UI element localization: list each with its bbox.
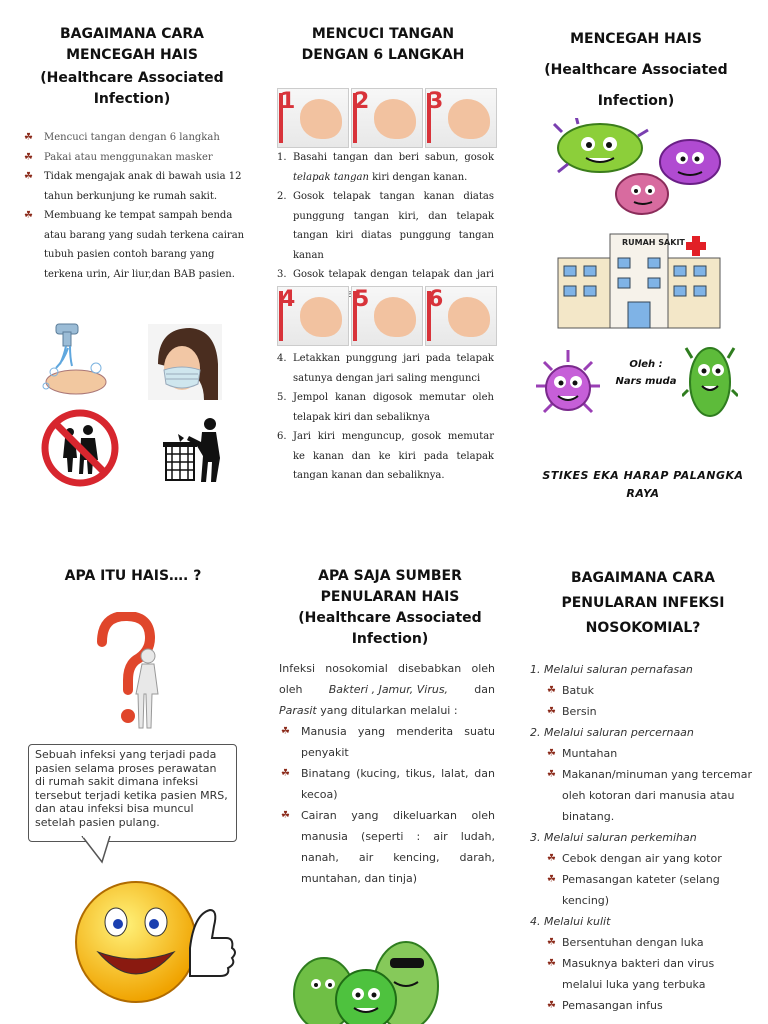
panel6-title-line3: NOSOKOMIAL? — [585, 620, 701, 636]
list-item: ☘ Cairan yang dikeluarkan oleh manusia (seperti : air ludah, nanah, air kencing, darah, muntahan, dan tinja) — [279, 805, 495, 889]
list-item: ☘ Mencuci tangan dengan 6 langkah — [22, 128, 250, 148]
author-name: Nars muda — [615, 376, 677, 387]
green-germ-icon — [682, 340, 738, 426]
panel3-title-line3: Infection) — [597, 93, 675, 109]
hand-step-image — [351, 88, 423, 148]
institution-line2: RAYA — [626, 487, 660, 500]
transmission-heading-1: 1. Melalui saluran pernafasan — [530, 663, 693, 676]
definition-speech-bubble: Sebuah infeksi yang terjadi pada pasien selama proses perawatan di rumah sakit dimana infeksi tersebut terjadi ketika pasien MRS, dan atau infeksi bisa muncul setelah pasien pulang. — [28, 744, 237, 842]
masked-woman-photo — [148, 324, 222, 400]
step-number: 6 — [428, 287, 444, 312]
panel4-title: APA ITU HAIS…. ? — [64, 568, 202, 584]
bacteria-group-illustration — [290, 928, 440, 1024]
list-item: ☘ Bersin — [530, 701, 754, 722]
panel6-title — [530, 566, 756, 641]
step1-text-a: Basahi tangan dan beri sabun, gosok — [293, 152, 494, 163]
list-item: Jari kiri menguncup, gosok memutar ke kanan dan ke kiri pada telapak tangan kanan dan sebaliknya. — [293, 431, 494, 481]
panel5-title-line4: Infection) — [351, 631, 429, 647]
step-number: 2 — [354, 89, 370, 114]
list-item: ☘ Makanan/minuman yang tercemar oleh kotoran dari manusia atau binatang. — [530, 764, 754, 827]
no-children-sign-icon — [40, 408, 120, 488]
panel5-title-line2: PENULARAN HAIS — [320, 589, 460, 605]
list-item: ☘ Bersentuhan dengan luka — [530, 932, 754, 953]
question-figure-illustration — [92, 612, 168, 732]
hand-step-image — [351, 286, 423, 346]
intro-parasit: Parasit — [279, 704, 317, 717]
panel2-title-line1: MENCUCI TANGAN — [311, 26, 455, 42]
list-item: ☘ Tidak mengajak anak di bawah usia 12 tahun berkunjung ke rumah sakit. — [22, 167, 250, 206]
hand-step-image — [425, 286, 497, 346]
intro-dan: dan — [474, 683, 495, 696]
panel1-title-line3: (Healthcare Associated — [40, 70, 224, 86]
panel2-title-line2: DENGAN 6 LANGKAH — [301, 47, 465, 63]
panel5-intro — [279, 658, 495, 721]
list-item — [277, 148, 494, 187]
hospital-illustration — [556, 230, 722, 330]
panel3-title-line1: MENCEGAH HAIS — [570, 31, 702, 47]
panel5-title — [276, 566, 504, 650]
intro-line3 — [279, 700, 495, 721]
handwash-illustration — [36, 322, 114, 402]
intro-oleh: oleh — [279, 683, 303, 696]
germs-illustration — [548, 118, 724, 218]
step-number: 1 — [280, 89, 296, 114]
author-label: Oleh : — [629, 359, 663, 370]
intro-agents: Bakteri , Jamur, Virus, — [328, 683, 449, 696]
panel3-title — [518, 24, 754, 117]
speech-bubble-tail — [80, 836, 120, 866]
intro-line1: Infeksi nosokomial disebabkan oleh — [279, 662, 495, 675]
hand-step-image — [425, 88, 497, 148]
list-item: ☘ Membuang ke tempat sampah benda atau barang yang sudah terkena cairan tubuh pasien contoh barang yang terkena urin, Air liur,dan BAB pasien. — [22, 206, 250, 284]
institution-line1: STIKES EKA HARAP PALANGKA — [542, 469, 744, 482]
panel5-bullet-list — [279, 721, 495, 889]
intro-line2 — [279, 679, 495, 700]
list-item: ☘ Cebok dengan air yang kotor — [530, 848, 754, 869]
transmission-heading-3: 3. Melalui saluran perkemihan — [530, 831, 697, 844]
list-item: ☘ Binatang (kucing, tikus, lalat, dan kecoa) — [279, 763, 495, 805]
hand-step-image — [277, 88, 349, 148]
step-number: 5 — [354, 287, 370, 312]
panel5-title-line1: APA SAJA SUMBER — [318, 568, 462, 584]
step-number: 3 — [428, 89, 444, 114]
panel2-title — [270, 24, 496, 66]
panel1-title-line1: BAGAIMANA CARA — [60, 26, 204, 42]
list-item: Gosok telapak tangan kanan diatas punggung tangan kiri, dan telapak tangan kiri diatas punggung tangan kanan — [293, 191, 494, 261]
list-item: Jempol kanan digosok memutar oleh telapak kiri dan sebaliknya — [293, 392, 494, 423]
panel5-title-line3: (Healthcare Associated — [298, 610, 482, 626]
handwash-steps-1-3 — [277, 88, 497, 148]
institution-name — [530, 467, 756, 503]
hospital-sign: RUMAH SAKIT — [622, 238, 685, 247]
list-item: ☘ Pemasangan kateter (selang kencing) — [530, 869, 754, 911]
smiley-thumbs-up-icon — [70, 872, 240, 1012]
panel1-title-line4: Infection) — [93, 91, 171, 107]
panel1-title-line2: MENCEGAH HAIS — [66, 47, 198, 63]
panel6-title-line1: BAGAIMANA CARA — [571, 570, 715, 586]
list-item: ☘ Manusia yang menderita suatu penyakit — [279, 721, 495, 763]
transmission-heading-2: 2. Melalui saluran percernaan — [530, 726, 694, 739]
step1-text-italic: telapak tangan — [293, 171, 369, 183]
list-item: ☘ Pakai atau menggunakan masker — [22, 148, 250, 168]
list-item: Gosok telapak dengan telapak dan jari — [293, 269, 494, 280]
panel1-title — [14, 24, 250, 110]
panel1-bullet-list — [22, 128, 250, 284]
list-item: ☘ Batuk — [530, 680, 754, 701]
list-item: ☘ Pemasangan infus — [530, 995, 754, 1016]
handwash-steps-list-2 — [277, 349, 494, 486]
panel3-title-line2: (Healthcare Associated — [544, 62, 728, 78]
step1-text-b: kiri dengan kanan. — [368, 171, 468, 183]
list-item: ☘ Masuknya bakteri dan virus melalui luka yang terbuka — [530, 953, 754, 995]
trash-disposal-icon — [160, 416, 226, 484]
transmission-list — [530, 659, 754, 1016]
purple-germ-icon — [528, 346, 608, 426]
handwash-steps-4-6 — [277, 286, 497, 346]
author-block — [606, 356, 686, 390]
intro-tail: yang ditularkan melalui : — [320, 704, 458, 717]
step-number: 4 — [280, 287, 296, 312]
hand-step-image — [277, 286, 349, 346]
list-item: Letakkan punggung jari pada telapak satunya dengan jari saling mengunci — [293, 353, 494, 384]
panel6-title-line2: PENULARAN INFEKSI — [561, 595, 725, 611]
handwash-steps-list-1 — [277, 148, 494, 304]
list-item: ☘ Muntahan — [530, 743, 754, 764]
transmission-heading-4: 4. Melalui kulit — [530, 915, 611, 928]
